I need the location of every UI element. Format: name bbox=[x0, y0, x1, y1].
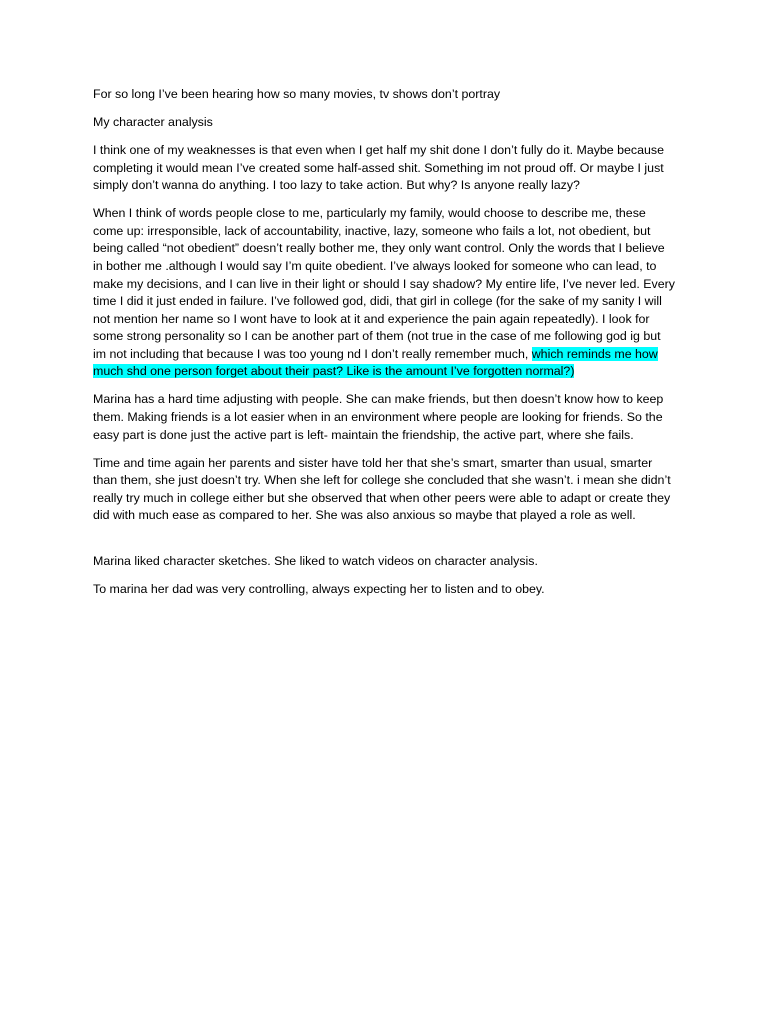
paragraph-marina-smart: Time and time again her parents and sister have told her that she’s smart, smarter than usual, smarter than them, she just doesn’t try. When she left for college she concluded that she wasn’t. i mean she didn’t really try much in college either but she observed that when other peers were able to adapt or create they did with much ease as compared to her. She was also anxious so maybe that played a role as well. bbox=[93, 455, 671, 523]
document-body bbox=[93, 86, 677, 609]
paragraph-family-words bbox=[93, 205, 677, 381]
paragraph-intro: For so long I’ve been hearing how so many movies, tv shows don’t portray bbox=[93, 87, 501, 101]
paragraph-family-words-text: When I think of words people close to me, particularly my family, would choose to describe me, these come up: irresponsible, lack of accountability, inactive, lazy, someone who fails a lot, not obedient, but being called “not obedient” doesn’t really bother me, they only want control. Only the words that I believe in bother me .although I would say I’m quite obedient. I’ve always looked for someone who can lead, to make my decisions, and I can live in their light or should I say shadow? My entire life, I’ve never led. Every time I did it just ended in failure. I’ve followed god, didi, that girl in college (for the sake of my sanity I will not mention her name so I wont have to look at it and experience the pain again repeatedly). I look for some strong personality so I can be another part of them (not true in the case of me following god ig but im not including that because I was too young nd I don’t really remember much, bbox=[93, 206, 675, 361]
paragraph-character-sketches: Marina liked character sketches. She liked to watch videos on character analysis. bbox=[93, 554, 538, 568]
empty-line bbox=[93, 535, 677, 553]
paragraph-marina-adjusting: Marina has a hard time adjusting with people. She can make friends, but then doesn’t know how to keep them. Making friends is a lot easier when in an environment where people are looking for friends. So the easy part is done just the active part is left- maintain the friendship, the active part, where she fails. bbox=[93, 392, 664, 442]
paragraph-heading: My character analysis bbox=[93, 114, 213, 129]
highlighted-text: which reminds me how much shd one person forget about their past? Like is the amount I’ve forgotten normal?) bbox=[93, 346, 658, 379]
paragraph-dad: To marina her dad was very controlling, always expecting her to listen and to obey. bbox=[93, 581, 545, 596]
paragraph-weaknesses: I think one of my weaknesses is that even when I get half my shit done I don’t fully do it. Maybe because completing it would mean I’ve created some half-assed shit. Something im not proud off. Or maybe I just simply don’t wanna do anything. I too lazy to take action. But why? Is anyone really lazy? bbox=[93, 142, 664, 193]
